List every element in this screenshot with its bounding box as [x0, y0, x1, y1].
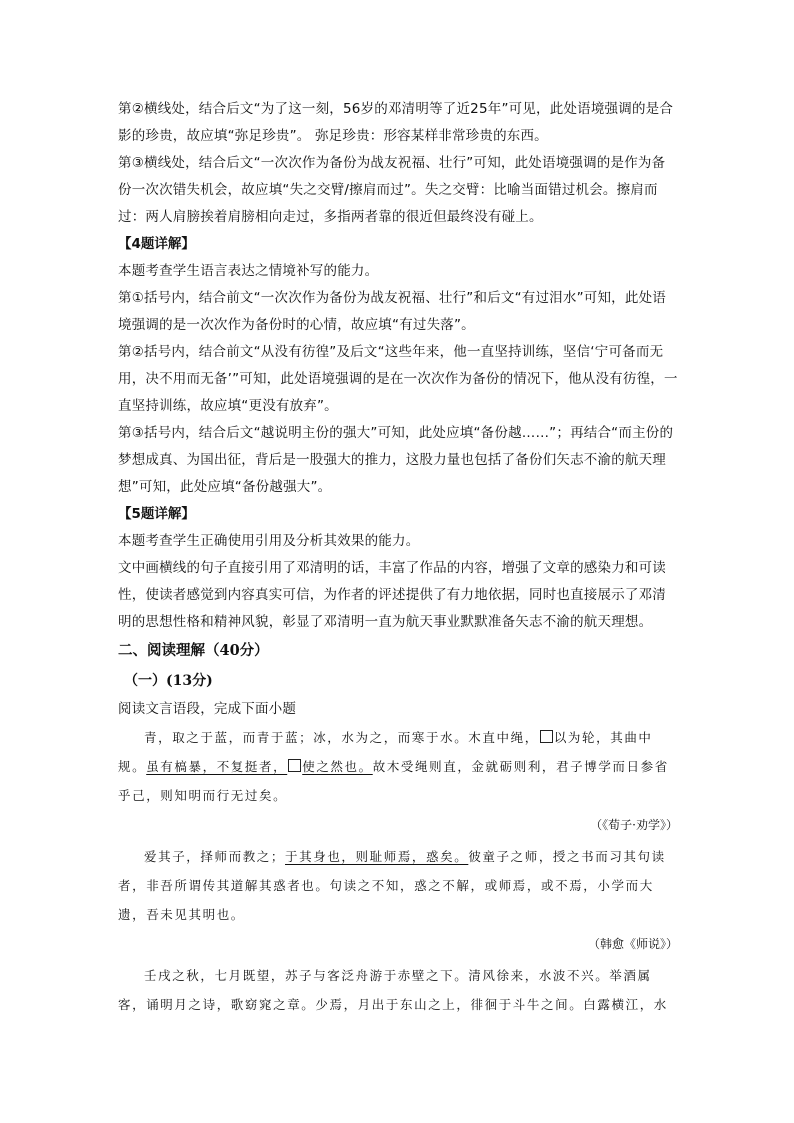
analysis-paragraph: 本题考查学生语言表达之情境补写的能力。 — [118, 263, 379, 279]
section-subtitle: （一）(13分) — [124, 673, 213, 689]
passage-text: 彼童子之师，授之书而习其句读者，非吾所谓传其道解其惑者也。句读之不知，惑之不解，或师焉，或不焉，小学而大遗，吾未见其明也。 — [118, 849, 666, 922]
analysis-paragraph: 第②括号内，结合前文“从没有彷徨”及后文“这些年来，他一直坚持训练，坚信‘宁可备而无用，决不用而无备’”可知，此处语境强调的是在一次次作为备份的情况下，他从没有彷徨，一直坚持训练，故应填“更没有放弃”。 — [118, 344, 678, 414]
blank-box — [288, 759, 301, 772]
question-4-heading: 【4题详解】 — [118, 236, 195, 252]
analysis-paragraph: 第③横线处，结合后文“一次次作为备份为战友祝福、壮行”可知，此处语境强调的是作为备份一次次错失机会，故应填“失之交臂/擦肩而过”。失之交臂：比喻当面错过机会。擦肩而过：两人肩膀挨着肩膀相向走过，多指两者靠的很近但最终没有碰上。 — [118, 155, 666, 225]
document-page — [118, 96, 678, 1019]
passage-text: 故木受绳则直，金就砺则利，君子博学而日参省乎己，则知明而行无过矣。 — [118, 759, 669, 803]
section-title: 二、阅读理解（40分） — [118, 642, 269, 659]
underlined-sentence: 使之然也。 — [302, 759, 373, 774]
passage-text: 以为轮，其曲中规。 — [118, 730, 653, 774]
classical-passage-1 — [118, 723, 678, 810]
classical-passage-3: 壬戌之秋，七月既望，苏子与客泛舟游于赤壁之下。清风徐来，水波不兴。举酒属客，诵明月之诗，歌窈窕之章。少焉，月出于东山之上，徘徊于斗牛之间。白露横江，水 — [118, 968, 668, 1012]
classical-passage-2 — [118, 842, 678, 929]
passage-text: 青，取之于蓝，而青于蓝；冰，水为之，而寒于水。木直中绳， — [144, 730, 539, 745]
analysis-paragraph: 文中画横线的句子直接引用了邓清明的话，丰富了作品的内容，增强了文章的感染力和可读性，使读者感觉到内容真实可信，为作者的评述提供了有力地依据，同时也直接展示了邓清明的思想性格和精神风貌，彰显了邓清明一直为航天事业默默准备矢志不渝的航天理想。 — [118, 560, 666, 630]
passage-text: 爱其子，择师而教之； — [144, 849, 286, 864]
passage-source: （《荀子·劝学》） — [590, 818, 678, 832]
analysis-paragraph: 第②横线处，结合后文“为了这一刻，56岁的邓清明等了近25年”可见，此处语境强调的是合影的珍贵，故应填“弥足珍贵”。 弥足珍贵：形容某样非常珍贵的东西。 — [118, 101, 674, 144]
underlined-sentence: 于其身也，则耻师焉，惑矣。 — [285, 849, 469, 864]
analysis-paragraph: 第①括号内，结合前文“一次次作为备份为战友祝福、壮行”和后文“有过泪水”可知，此处语境强调的是一次次作为备份时的心情，故应填“有过失落”。 — [118, 290, 666, 333]
question-5-heading: 【5题详解】 — [118, 506, 195, 522]
instruction: 阅读文言语段，完成下面小题 — [118, 701, 297, 717]
passage-source: （韩愈《师说》） — [587, 937, 678, 951]
underlined-sentence: 虽有槁暴，不复挺者， — [146, 759, 288, 774]
blank-box — [540, 730, 553, 743]
analysis-paragraph: 本题考查学生正确使用引用及分析其效果的能力。 — [118, 533, 420, 549]
analysis-paragraph: 第③括号内，结合后文“越说明主份的强大”可知，此处应填“备份越……”；再结合“而主份的梦想成真、为国出征，背后是一股强大的推力，这股力量也包括了备份们矢志不渝的航天理想”可知，此处应填“备份越强大”。 — [118, 425, 674, 495]
